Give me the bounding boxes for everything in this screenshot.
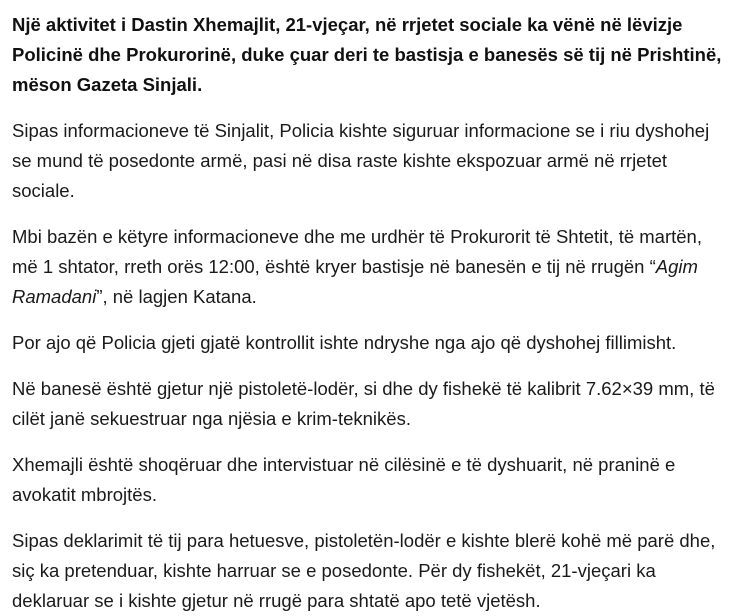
article-paragraph-1: Sipas informacioneve të Sinjalit, Policia kishte siguruar informacione se i riu dyshohej se mund të posedonte armë, pasi në disa raste kishte ekspozuar armë në rrjetet sociale. (12, 120, 710, 201)
article-paragraph-6: Sipas deklarimit të tij para hetuesve, pistoletën-lodër e kishte blerë kohë më parë dhe, siç ka pretenduar, kishte harruar se e posedonte. Për dy fishekët, 21-vjeçari ka deklaruar se i kishte gjetur në rrugë para shtatë apo tetë vjetësh. (12, 530, 716, 611)
article-paragraph-3: Por ajo që Policia gjeti gjatë kontrollit ishte ndryshe nga ajo që dyshohej fillimisht. (12, 332, 677, 353)
article-paragraph-2 (12, 222, 724, 312)
article-paragraph-5: Xhemajli është shoqëruar dhe intervistuar në cilësinë e të dyshuarit, në praninë e avokatit mbrojtës. (12, 454, 676, 505)
article-lead: Një aktivitet i Dastin Xhemajlit, 21-vjeçar, në rrjetet sociale ka vënë në lëvizje Policinë dhe Prokurorinë, duke çuar deri te bastisja e banesës së tij në Prishtinë, mëson Gazeta Sinjali. (12, 14, 722, 95)
paragraph-2-text-after: ”, në lagjen Katana. (96, 286, 257, 307)
article-paragraph-4: Në banesë është gjetur një pistoletë-lodër, si dhe dy fishekë të kalibrit 7.62×39 mm, të cilët janë sekuestruar nga njësia e krim-teknikës. (12, 378, 715, 429)
street-name: Agim Ramadani (12, 256, 698, 307)
paragraph-2-text-before: Mbi bazën e këtyre informacioneve dhe me urdhër të Prokurorit të Shtetit, të martën, më 1 shtator, rreth orës 12:00, është kryer bastisje në banesën e tij në rrugën “ (12, 226, 702, 277)
